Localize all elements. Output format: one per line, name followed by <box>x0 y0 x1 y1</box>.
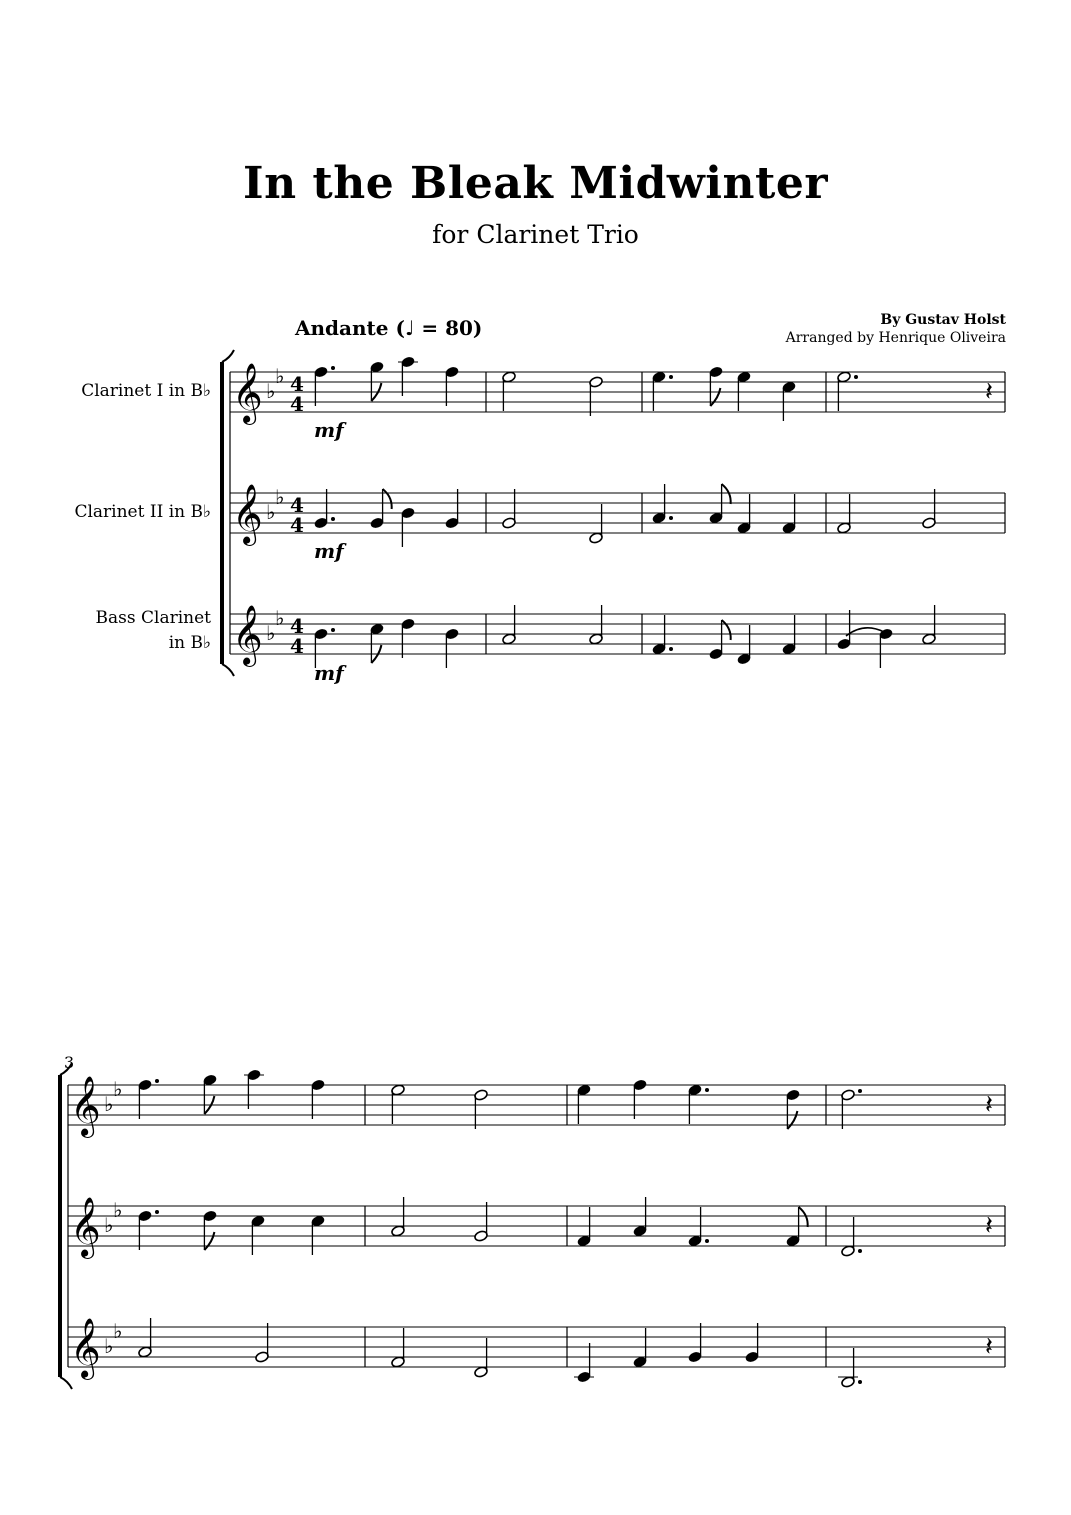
tempo-text: Andante <box>295 316 389 340</box>
flat-icon: ♭ <box>266 621 276 645</box>
page-title: In the Bleak Midwinter <box>243 158 828 209</box>
note-flag <box>722 620 731 640</box>
augmentation-dot <box>858 1249 862 1253</box>
note-flag <box>787 1111 797 1129</box>
note-flag <box>799 1207 808 1227</box>
augmentation-dot <box>331 366 335 370</box>
flat-icon: ♭ <box>104 1213 114 1237</box>
time-signature-denominator: 4 <box>290 392 304 416</box>
augmentation-dot <box>858 1089 862 1093</box>
augmentation-dot <box>155 1210 159 1214</box>
instrument-label-line: Clarinet II in B♭ <box>74 502 211 522</box>
flat-icon: ♭ <box>266 500 276 524</box>
time-signature-numerator: 4 <box>290 493 304 517</box>
system-bracket-hook <box>222 664 234 676</box>
dynamic-marking: mf <box>314 539 344 563</box>
dynamic-marking: mf <box>314 661 344 685</box>
quarter-rest-icon: 𝄽 <box>985 377 993 407</box>
measure-number: 3 <box>64 1053 75 1072</box>
note-flag <box>383 489 392 509</box>
flat-icon: ♭ <box>275 364 285 388</box>
treble-clef-icon: 𝄞 <box>232 363 263 423</box>
slur <box>846 628 884 636</box>
instrument-label-line: Clarinet I in B♭ <box>81 381 211 401</box>
quarter-rest-icon: 𝄽 <box>985 1211 993 1241</box>
tempo-value: = 80) <box>421 316 483 340</box>
time-signature-denominator: 4 <box>290 634 304 658</box>
system-bracket-hook <box>222 350 234 362</box>
system-bracket-hook <box>60 1377 72 1389</box>
treble-clef-icon: 𝄞 <box>232 605 263 665</box>
augmentation-dot <box>705 1239 709 1243</box>
time-signature-numerator: 4 <box>290 372 304 396</box>
composer-credit: By Gustav Holst <box>880 312 1006 328</box>
augmentation-dot <box>669 516 673 520</box>
treble-clef-icon: 𝄞 <box>70 1318 101 1378</box>
page-subtitle: for Clarinet Trio <box>432 220 639 249</box>
augmentation-dot <box>669 647 673 651</box>
flat-icon: ♭ <box>275 485 285 509</box>
flat-icon: ♭ <box>266 379 276 403</box>
tempo-open-paren: ( <box>395 316 405 340</box>
instrument-label-line: Bass Clarinet <box>95 608 211 628</box>
augmentation-dot <box>705 1088 709 1092</box>
augmentation-dot <box>854 375 858 379</box>
flat-icon: ♭ <box>104 1334 114 1358</box>
flat-icon: ♭ <box>113 1077 123 1101</box>
dynamic-marking: mf <box>314 418 344 442</box>
augmentation-dot <box>331 628 335 632</box>
instrument-label-line: in B♭ <box>168 633 211 653</box>
treble-clef-icon: 𝄞 <box>70 1076 101 1136</box>
flat-icon: ♭ <box>113 1319 123 1343</box>
quarter-rest-icon: 𝄽 <box>985 1332 993 1362</box>
note-flag <box>710 388 720 406</box>
quarter-rest-icon: 𝄽 <box>985 1090 993 1120</box>
time-signature-denominator: 4 <box>290 513 304 537</box>
augmentation-dot <box>669 375 673 379</box>
augmentation-dot <box>155 1079 159 1083</box>
note-flag <box>204 1232 214 1250</box>
treble-clef-icon: 𝄞 <box>70 1197 101 1257</box>
staves-layer <box>60 350 1005 1389</box>
flat-icon: ♭ <box>275 606 285 630</box>
flat-icon: ♭ <box>113 1198 123 1222</box>
time-signature-numerator: 4 <box>290 614 304 638</box>
augmentation-dot <box>858 1380 862 1384</box>
augmentation-dot <box>331 517 335 521</box>
flat-icon: ♭ <box>104 1092 114 1116</box>
note-flag <box>722 484 731 504</box>
quarter-note-icon: ♩ <box>404 316 415 340</box>
arranger-credit: Arranged by Henrique Oliveira <box>785 330 1006 346</box>
treble-clef-icon: 𝄞 <box>232 484 263 544</box>
